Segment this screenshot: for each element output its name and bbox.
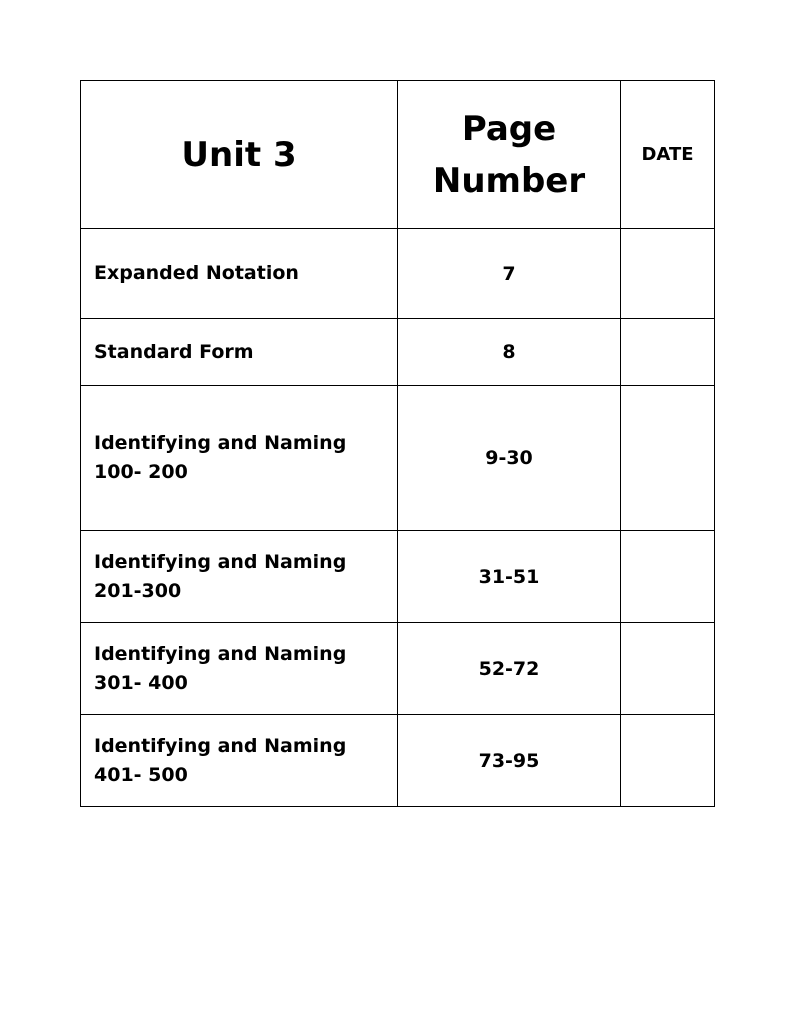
topic-cell — [81, 623, 398, 715]
page-range-cell: 8 — [398, 319, 621, 386]
topic-line2: 201-300 — [94, 579, 182, 602]
date-cell[interactable] — [621, 623, 715, 715]
page-header-line1: Page — [461, 108, 557, 149]
topic-cell — [81, 319, 398, 386]
topic-line1: Standard Form — [94, 340, 254, 363]
topic-line1: Expanded Notation — [94, 262, 299, 284]
date-cell[interactable] — [621, 531, 715, 623]
date-header: DATE — [621, 81, 715, 229]
date-cell[interactable] — [621, 319, 715, 386]
table-row — [81, 531, 715, 623]
page-range-cell: 31-51 — [398, 531, 621, 623]
topic-cell — [81, 531, 398, 623]
page-range-cell: 73-95 — [398, 715, 621, 807]
page-range-cell: 7 — [398, 229, 621, 319]
topic-cell — [81, 715, 398, 807]
page-range-cell: 9-30 — [398, 386, 621, 531]
topic-line2: 401- 500 — [94, 763, 188, 786]
page-number-header — [398, 81, 621, 229]
topic-line2: 100- 200 — [94, 461, 188, 483]
topic-cell — [81, 386, 398, 531]
topic-line1: Identifying and Naming — [94, 432, 347, 454]
date-cell[interactable] — [621, 715, 715, 807]
table-row — [81, 229, 715, 319]
unit-title-header: Unit 3 — [81, 81, 398, 229]
unit-table — [80, 80, 715, 807]
header-row — [81, 81, 715, 229]
topic-line1: Identifying and Naming — [94, 642, 347, 665]
date-cell[interactable] — [621, 229, 715, 319]
table-row — [81, 386, 715, 531]
table-row — [81, 623, 715, 715]
topic-line1: Identifying and Naming — [94, 550, 347, 573]
table-row — [81, 715, 715, 807]
date-cell[interactable] — [621, 386, 715, 531]
topic-line1: Identifying and Naming — [94, 734, 347, 757]
page-range-cell: 52-72 — [398, 623, 621, 715]
table-row — [81, 319, 715, 386]
topic-line2: 301- 400 — [94, 671, 188, 694]
topic-cell — [81, 229, 398, 319]
page-header-line2: Number — [432, 160, 586, 201]
